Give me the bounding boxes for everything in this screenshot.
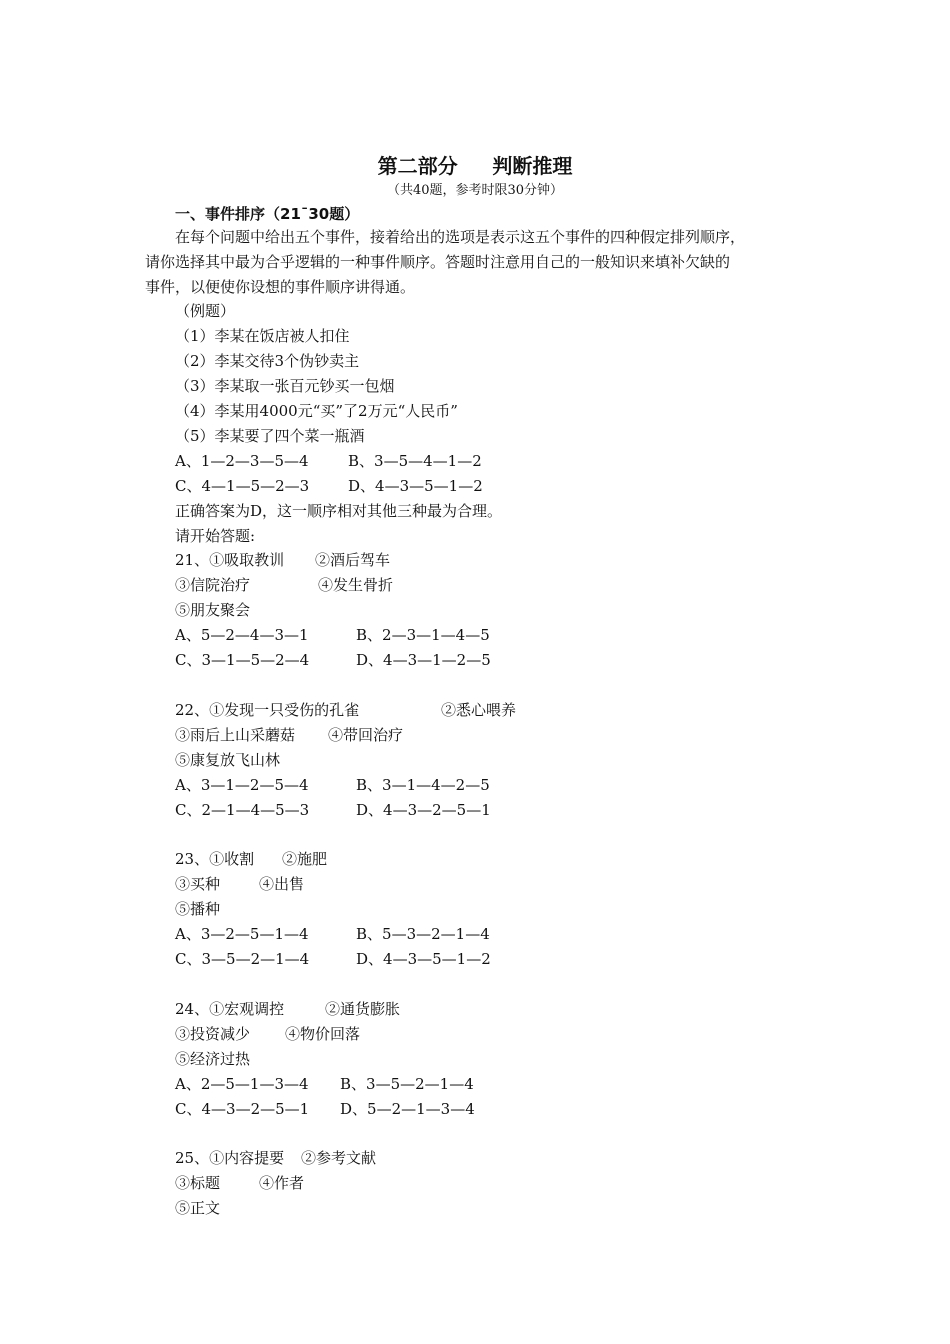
question-21-events-row1: 21、①吸取教训 [175,551,285,569]
question-22-event-3: ③雨后上山采蘑菇 [175,726,296,744]
question-22-option-a: A、3—1—2—5—4 [175,776,309,794]
question-22-event-2: ②悉心喂养 [441,701,517,719]
question-23-event-1: 23、①收割 [175,850,255,868]
question-23-event-2: ②施肥 [282,850,328,868]
example-label: （例题） [175,302,236,320]
question-23-option-c: C、3—5—2—1—4 [175,950,310,968]
intro-line-1: 在每个问题中给出五个事件，接着给出的选项是表示这五个事件的四种假定排列顺序， [175,228,746,246]
start-instruction: 请开始答题: [175,527,256,545]
question-24-event-5: ⑤经济过热 [175,1050,251,1068]
question-25-event-5: ⑤正文 [175,1199,221,1217]
question-23-option-a: A、3—2—5—1—4 [175,925,309,943]
question-22-event-1: 22、①发现一只受伤的孔雀 [175,701,360,719]
example-event: （1）李某在饭店被人扣住 [175,327,350,345]
question-23-option-b: B、5—3—2—1—4 [356,925,490,943]
question-25-event-4: ④作者 [259,1174,305,1192]
question-24-option-a: A、2—5—1—3—4 [175,1075,309,1093]
intro-line-3: 事件，以便使你设想的事件顺序讲得通。 [145,278,416,296]
example-answer: 正确答案为D，这一顺序相对其他三种最为合理。 [175,502,503,520]
example-event: （5）李某要了四个菜一瓶酒 [175,427,365,445]
question-21-event-4: ④发生骨折 [318,576,394,594]
question-24-event-3: ③投资减少 [175,1025,251,1043]
question-22-option-b: B、3—1—4—2—5 [356,776,490,794]
question-25-event-2: ②参考文献 [301,1149,377,1167]
question-21-option-d: D、4—3—1—2—5 [356,651,491,669]
question-24-event-4: ④物价回落 [285,1025,361,1043]
question-23-event-5: ⑤播种 [175,900,221,918]
question-22-option-d: D、4—3—2—5—1 [356,801,491,819]
page-title: 第二部分 判断推理 [377,154,573,178]
question-22-option-c: C、2—1—4—5—3 [175,801,310,819]
question-21-option-a: A、5—2—4—3—1 [175,626,309,644]
question-22-event-5: ⑤康复放飞山林 [175,751,281,769]
example-event: （4）李某用4000元“买”了2万元“人民币” [175,402,458,420]
page-subtitle: （共40题，参考时限30分钟） [386,183,564,198]
question-21-event-2: ②酒后驾车 [315,551,391,569]
example-option-a: A、1—2—3—5—4 [175,452,309,470]
example-option-d: D、4—3—5—1—2 [348,477,483,495]
question-25-event-1: 25、①内容提要 [175,1149,285,1167]
question-24-option-b: B、3—5—2—1—4 [340,1075,474,1093]
question-21-option-b: B、2—3—1—4—5 [356,626,490,644]
question-21-option-c: C、3—1—5—2—4 [175,651,310,669]
question-23-event-3: ③买种 [175,875,221,893]
question-24-option-c: C、4—3—2—5—1 [175,1100,310,1118]
question-24-event-2: ②通货膨胀 [325,1000,401,1018]
intro-line-2: 请你选择其中最为合乎逻辑的一种事件顺序。答题时注意用自己的一般知识来填补欠缺的 [145,253,731,271]
question-24-option-d: D、5—2—1—3—4 [340,1100,475,1118]
question-21-event-3: ③信院治疗 [175,576,251,594]
example-event: （3）李某取一张百元钞买一包烟 [175,377,395,395]
question-23-option-d: D、4—3—5—1—2 [356,950,491,968]
question-22-event-4: ④带回治疗 [328,726,404,744]
question-23-event-4: ④出售 [259,875,305,893]
section-heading: 一、事件排序（21¯30题） [175,205,360,223]
question-24-event-1: 24、①宏观调控 [175,1000,285,1018]
example-option-b: B、3—5—4—1—2 [348,452,482,470]
question-25-event-3: ③标题 [175,1174,221,1192]
example-option-c: C、4—1—5—2—3 [175,477,310,495]
question-21-event-5: ⑤朋友聚会 [175,601,251,619]
example-event: （2）李某交待3个伪钞卖主 [175,352,360,370]
